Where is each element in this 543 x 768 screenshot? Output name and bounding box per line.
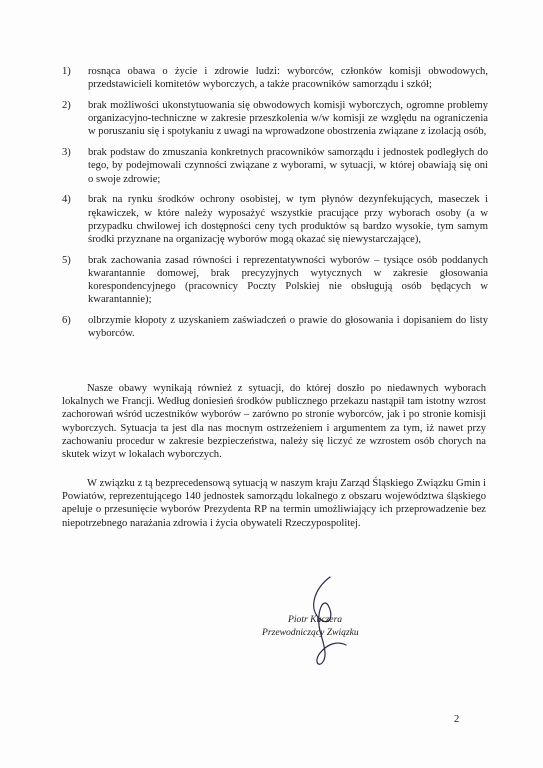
- list-item-text: brak możliwości ukonstytuowania się obwodowych komisji wyborczych, ogromne problemy organizacyjno-techniczne w zakresie przeszkolenia w/w komisji ze względu na ograniczenia w poruszaniu się i spotykaniu z uwagi na wprowadzone obostrzenia związane z izolacją osób,: [88, 100, 488, 138]
- page-number: 2: [454, 714, 460, 725]
- list-item-text: olbrzymie kłopoty z uzyskaniem zaświadczeń o prawie do głosowania i dopisaniem do listy wyborców.: [88, 315, 488, 340]
- list-item-number: 5): [62, 254, 71, 266]
- paragraph-appeal: W związku z tą bezprecedensową sytuacją w naszym kraju Zarząd Śląskiego Związku Gmin i Powiatów, reprezentującego 140 jednostek samorządu lokalnego z obszaru województwa śląskiego apeluje o przesunięcie wyborów Prezydenta RP na termin umożliwiający ich przeprowadzenie bez niepotrzebnego narażania zdrowia i życia obywateli Rzeczypospolitej.: [62, 478, 486, 529]
- list-item-text: brak podstaw do zmuszania konkretnych pracowników samorządu i jednostek podległych do tego, by podejmowali czynności związane z wyborami, w sytuacji, w której obawiają się oni o swoje zdrowie;: [88, 147, 488, 185]
- list-item-text: brak zachowania zasad równości i reprezentatywności wyborów – tysiące osób poddanych kwarantannie domowej, brak precyzyjnych wytycznych w zakresie głosowania korespondencyjnego (pracownicy Poczty Polskiej nie obsługują osób będących w kwarantannie);: [88, 254, 488, 306]
- list-item-number: 3): [62, 147, 71, 159]
- list-item-number: 6): [62, 315, 71, 327]
- signatory-role: Przewodniczący Związku: [262, 626, 359, 638]
- list-item-number: 4): [62, 194, 71, 206]
- list-item-number: 1): [62, 66, 71, 77]
- paragraph-france-concerns: Nasze obawy wynikają również z sytuacji, do której doszło po niedawnych wyborach lokalnych we Francji. Według doniesień środków publicznego przekazu nastąpił tam istotny wzrost zachorowań wśród uczestników wyborów – zarówno po stronie wyborców, jak i po stronie komisji wyborczych. Sytuacja ta jest dla nas mocnym ostrzeżeniem i argumentem za tym, iż nawet przy zachowaniu procedur w zakresie bezpieczeństwa, należy się liczyć ze wzrostem osób chorych na skutek wizyt w lokalach wyborczych.: [62, 383, 486, 461]
- list-item: [62, 193, 488, 246]
- list-item: [62, 314, 488, 340]
- list-item: [62, 254, 488, 307]
- signature-block: [262, 614, 412, 639]
- list-item-text: brak na rynku środków ochrony osobistej, w tym płynów dezynfekujących, maseczek i rękawiczek, w które należy wyposażyć wszystkie pracujące przy wyborach osoby (a w przypadku chwilowej ich dostępności ceny tych produktów są bardzo wysokie, tym samym środki przyznane na organizację wyborów mogą okazać się niewystarczające),: [88, 194, 488, 246]
- list-item-text: rosnąca obawa o życie i zdrowie ludzi: wyborców, członków komisji obwodowych, przedstawicieli komitetów wyborczych, a także pracowników samorządu i szkół;: [88, 66, 488, 91]
- list-item: [62, 65, 488, 91]
- list-item-number: 2): [62, 100, 71, 111]
- signatory-name: Piotr Kuczera: [288, 614, 343, 625]
- concerns-list: [62, 65, 488, 348]
- list-item: [62, 99, 488, 139]
- list-item: [62, 146, 488, 186]
